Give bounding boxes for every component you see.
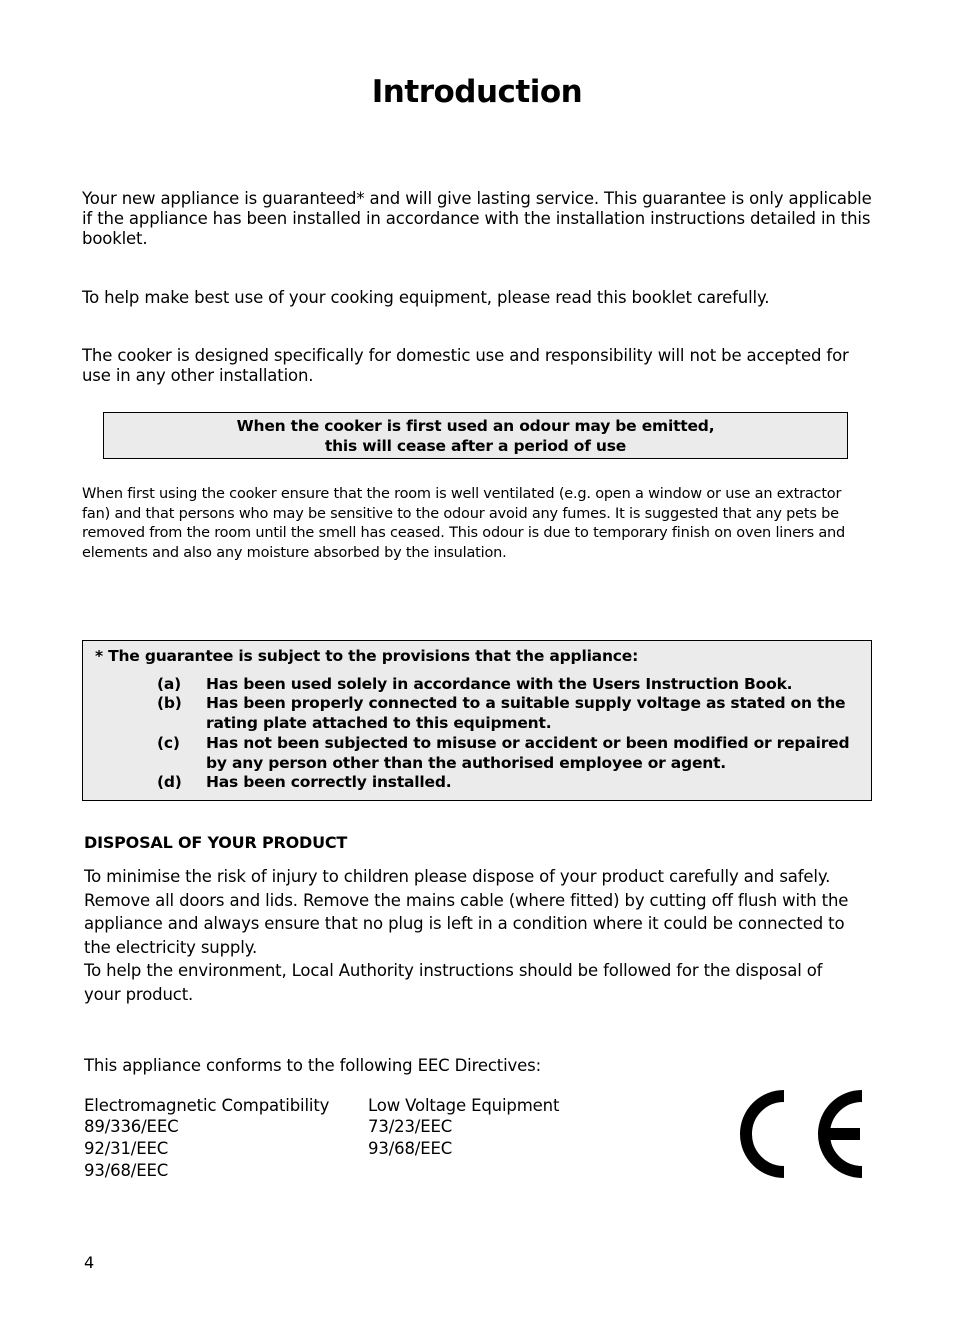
directive-column-title: Low Voltage Equipment — [368, 1096, 560, 1115]
read-booklet-paragraph: To help make best use of your cooking equipment, please read this booklet carefully. — [82, 288, 770, 307]
guarantee-item-letter: (b) — [157, 694, 182, 712]
disposal-line: the electricity supply. — [84, 937, 258, 957]
directive-code: 93/68/EEC — [84, 1161, 169, 1180]
page-number: 4 — [84, 1253, 95, 1272]
disposal-heading: DISPOSAL OF YOUR PRODUCT — [84, 833, 348, 852]
directive-column-title: Electromagnetic Compatibility — [84, 1096, 330, 1115]
disposal-line: To minimise the risk of injury to children please dispose of your product carefully and safely. — [84, 867, 831, 886]
guarantee-item-letter: (a) — [157, 675, 182, 693]
directive-column-emc — [84, 1096, 329, 1182]
disposal-body — [84, 865, 874, 1006]
ventilation-paragraph: When first using the cooker ensure that the room is well ventilated (e.g. open a window or use an extractor fan) and that persons who may be sensitive to the odour avoid any fumes. It is suggested that any pets be removed from the room until the smell has ceased. This odour is due to temporary finish on oven liners and elements and also any moisture absorbed by the insulation. — [82, 486, 846, 561]
guarantee-intro-paragraph: Your new appliance is guaranteed* and will give lasting service. This guarantee is only applicable if the appliance has been installed in accordance with the installation instructions detailed in this booklet. — [82, 189, 872, 248]
directive-code: 89/336/EEC — [84, 1117, 179, 1136]
guarantee-item-text: Has not been subjected to misuse or accident or been modified or repaired by any person other than the authorised employee or agent. — [206, 734, 850, 772]
guarantee-item-letter: (c) — [157, 734, 180, 752]
notice-line-2: this will cease after a period of use — [324, 437, 627, 455]
odour-notice-box — [103, 412, 848, 459]
guarantee-heading: * The guarantee is subject to the provisions that the appliance: — [95, 647, 639, 665]
disposal-line: your product. — [84, 984, 194, 1004]
domestic-use-paragraph: The cooker is designed specifically for domestic use and responsibility will not be accepted for use in any other installation. — [82, 346, 849, 385]
notice-line-1: When the cooker is first used an odour may be emitted, — [236, 417, 715, 435]
guarantee-item-letter: (d) — [157, 773, 182, 791]
guarantee-item-text: Has been used solely in accordance with the Users Instruction Book. — [206, 675, 793, 693]
disposal-line: Remove all doors and lids. Remove the mains cable (where fitted) by cutting off flush with the — [84, 890, 849, 910]
guarantee-item-text: Has been correctly installed. — [206, 773, 452, 791]
disposal-line: appliance and always ensure that no plug is left in a condition where it could be connected to — [84, 914, 845, 933]
page-title: Introduction — [371, 74, 583, 110]
directives-intro: This appliance conforms to the following EEC Directives: — [84, 1056, 541, 1075]
ce-mark-icon — [734, 1088, 866, 1180]
directive-code: 73/23/EEC — [368, 1117, 453, 1136]
disposal-line: To help the environment, Local Authority instructions should be followed for the disposal of — [84, 961, 823, 980]
guarantee-item-text: Has been properly connected to a suitable supply voltage as stated on the rating plate attached to this equipment. — [206, 694, 846, 732]
directive-column-low-voltage — [368, 1096, 559, 1160]
guarantee-provisions-box — [82, 640, 872, 801]
directive-code: 93/68/EEC — [368, 1139, 453, 1158]
directive-code: 92/31/EEC — [84, 1139, 169, 1158]
